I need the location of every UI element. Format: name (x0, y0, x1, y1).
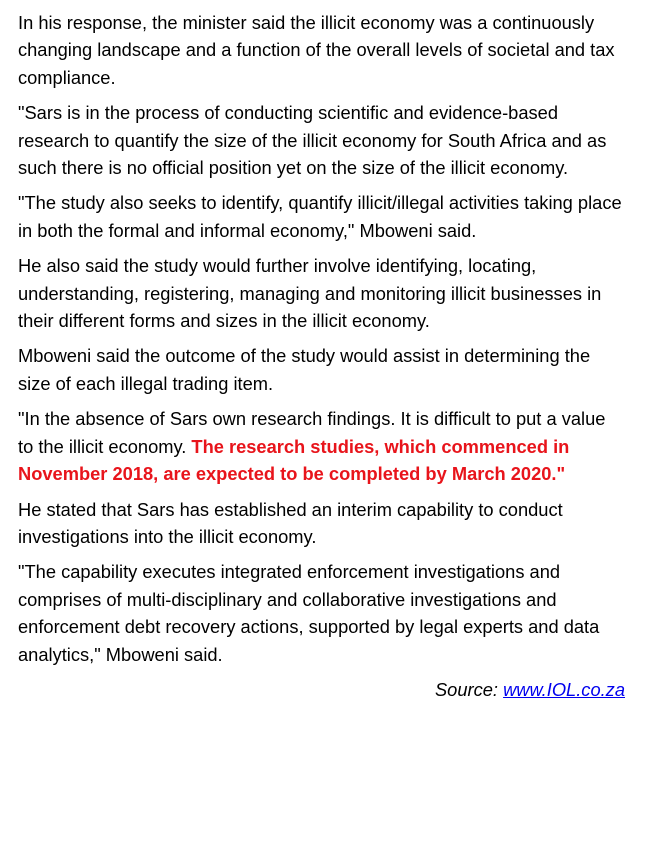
paragraph-4: He also said the study would further involve identifying, locating, understanding, registering, managing and monitoring illicit businesses in their different forms and sizes in the illicit economy. (18, 255, 602, 332)
paragraph-2: "Sars is in the process of conducting scientific and evidence-based research to quantify the size of the illicit economy for South Africa and as such there is no official position yet on the size of the illicit economy. (18, 102, 607, 179)
paragraph-5: Mboweni said the outcome of the study would assist in determining the size of each illegal trading item. (18, 345, 591, 394)
paragraph-1: In his response, the minister said the illicit economy was a continuously changing landscape and a function of the overall levels of societal and tax compliance. (18, 12, 615, 88)
paragraph-3: "The study also seeks to identify, quantify illicit/illegal activities taking place in both the formal and informal economy," Mboweni said. (18, 192, 622, 241)
paragraph-8: "The capability executes integrated enforcement investigations and comprises of multi-disciplinary and collaborative investigations and enforcement debt recovery actions, supported by legal experts and data analytics," Mboweni said. (18, 561, 600, 665)
paragraph-6-text: "In the absence of Sars own research findings. It is difficult to put a value to the illicit economy. (18, 408, 606, 457)
source-label: Source: (434, 678, 504, 700)
source-attribution (18, 676, 625, 703)
paragraph-6 (18, 405, 625, 487)
highlighted-text: The research studies, which commenced in November 2018, are expected to be completed by March 2020." (18, 435, 570, 485)
source-link[interactable]: www.IOL.co.za (503, 678, 625, 700)
article-body (18, 9, 625, 668)
paragraph-7: He stated that Sars has established an interim capability to conduct investigations into the illicit economy. (18, 498, 563, 547)
